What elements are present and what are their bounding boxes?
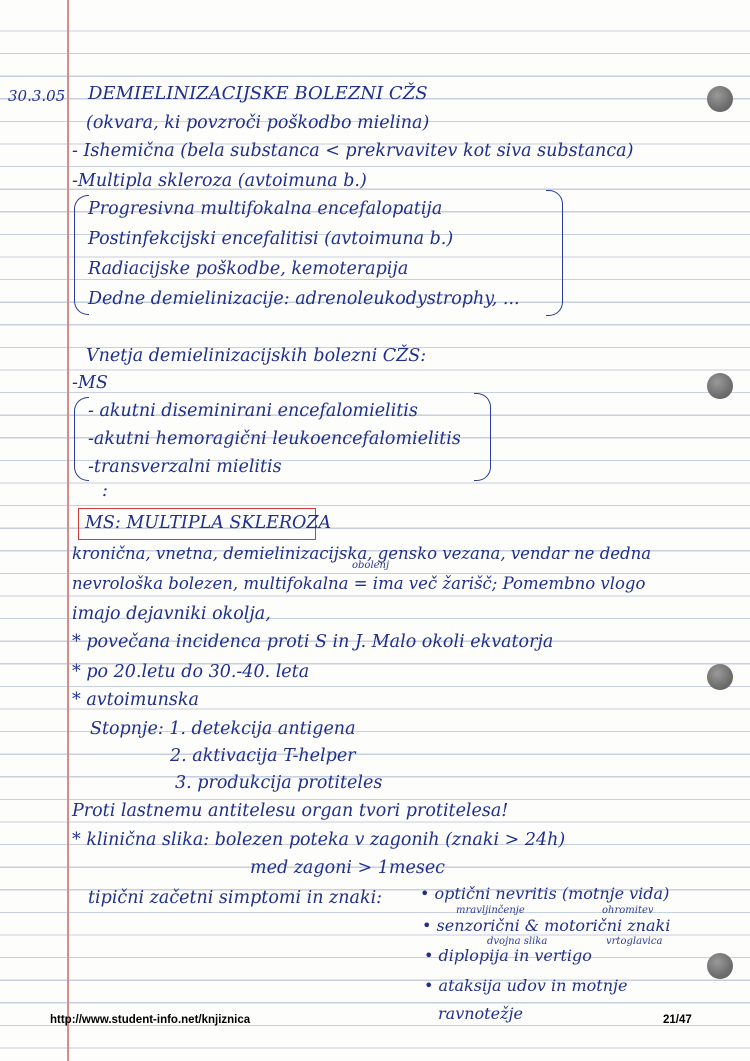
left-bracket [74, 195, 89, 315]
handwritten-line: Stopnje: 1. detekcija antigena [90, 719, 356, 739]
handwritten-line: : [102, 481, 108, 501]
symptom-item: • ataksija udov in motnje [424, 976, 628, 995]
punch-hole [707, 664, 733, 690]
margin-annotation: dvojna slika [487, 936, 548, 947]
handwritten-line: -Multipla skleroza (avtoimuna b.) [72, 171, 367, 191]
handwritten-line: 3. produkcija protiteles [175, 773, 383, 793]
symptom-item: • senzorični & motorični znaki [422, 916, 671, 935]
handwritten-line: med zagoni > 1mesec [250, 858, 445, 878]
footer-url: http://www.student-info.net/knjiznica [50, 1014, 251, 1026]
handwritten-line: -MS [72, 373, 108, 393]
handwritten-line: nevrološka bolezen, multifokalna = ima več žarišč; Pomembno vlogo [72, 574, 646, 593]
page-title: DEMIELINIZACIJSKE BOLEZNI CŽS [88, 83, 428, 104]
handwritten-line: (okvara, ki povzroči poškodbo mielina) [86, 113, 430, 133]
margin-annotation: vrtoglavica [606, 936, 663, 947]
handwritten-line: -akutni hemoragični leukoencefalomielitis [88, 429, 461, 449]
handwritten-line: Dedne demielinizacije: adrenoleukodystrophy, ... [88, 289, 520, 309]
symptom-item: • optični nevritis (motnje vida) [420, 884, 670, 903]
margin-annotation: ohromitev [602, 905, 654, 916]
symptom-item: ravnotežje [438, 1004, 523, 1023]
right-bracket [546, 190, 563, 316]
handwritten-line: 2. aktivacija T-helper [170, 746, 356, 766]
handwritten-line: * po 20.letu do 30.-40. leta [72, 662, 310, 682]
left-bracket [74, 397, 89, 481]
margin-line [67, 0, 69, 1061]
handwritten-line: Postinfekcijski encefalitisi (avtoimuna b.) [88, 229, 454, 249]
handwritten-line: Proti lastnemu antitelesu organ tvori protitelesa! [72, 801, 509, 821]
right-bracket [474, 393, 491, 481]
section-title: MS: MULTIPLA SKLEROZA [85, 513, 332, 533]
handwritten-line: Progresivna multifokalna encefalopatija [88, 199, 443, 219]
symptom-item: • diplopija in vertigo [424, 946, 592, 965]
handwritten-line: Radiacijske poškodbe, kemoterapija [88, 259, 409, 279]
handwritten-line: * povečana incidenca proti S in J. Malo okoli ekvatorja [72, 632, 554, 652]
handwritten-line: kronična, vnetna, demielinizacijska, gensko vezana, vendar ne dedna [72, 544, 652, 563]
handwritten-line: Vnetja demielinizacijskih bolezni CŽS: [86, 346, 427, 366]
punch-hole [707, 373, 733, 399]
handwritten-line: - Ishemična (bela substanca < prekrvavitev kot siva substanca) [72, 141, 634, 161]
margin-annotation: mravljinčenje [456, 905, 525, 916]
punch-hole [707, 953, 733, 979]
note-date: 30.3.05 [8, 87, 66, 105]
handwritten-line: tipični začetni simptomi in znaki: [88, 888, 383, 908]
margin-annotation: obolenj [352, 560, 390, 571]
handwritten-line: * klinična slika: bolezen poteka v zagonih (znaki > 24h) [72, 830, 566, 850]
handwritten-line: * avtoimunska [72, 690, 199, 710]
handwritten-line: -transverzalni mielitis [88, 457, 282, 477]
page-number: 21/47 [663, 1014, 692, 1026]
handwritten-line: imajo dejavniki okolja, [72, 604, 271, 624]
handwritten-line: - akutni diseminirani encefalomielitis [88, 401, 418, 421]
punch-hole [707, 86, 733, 112]
